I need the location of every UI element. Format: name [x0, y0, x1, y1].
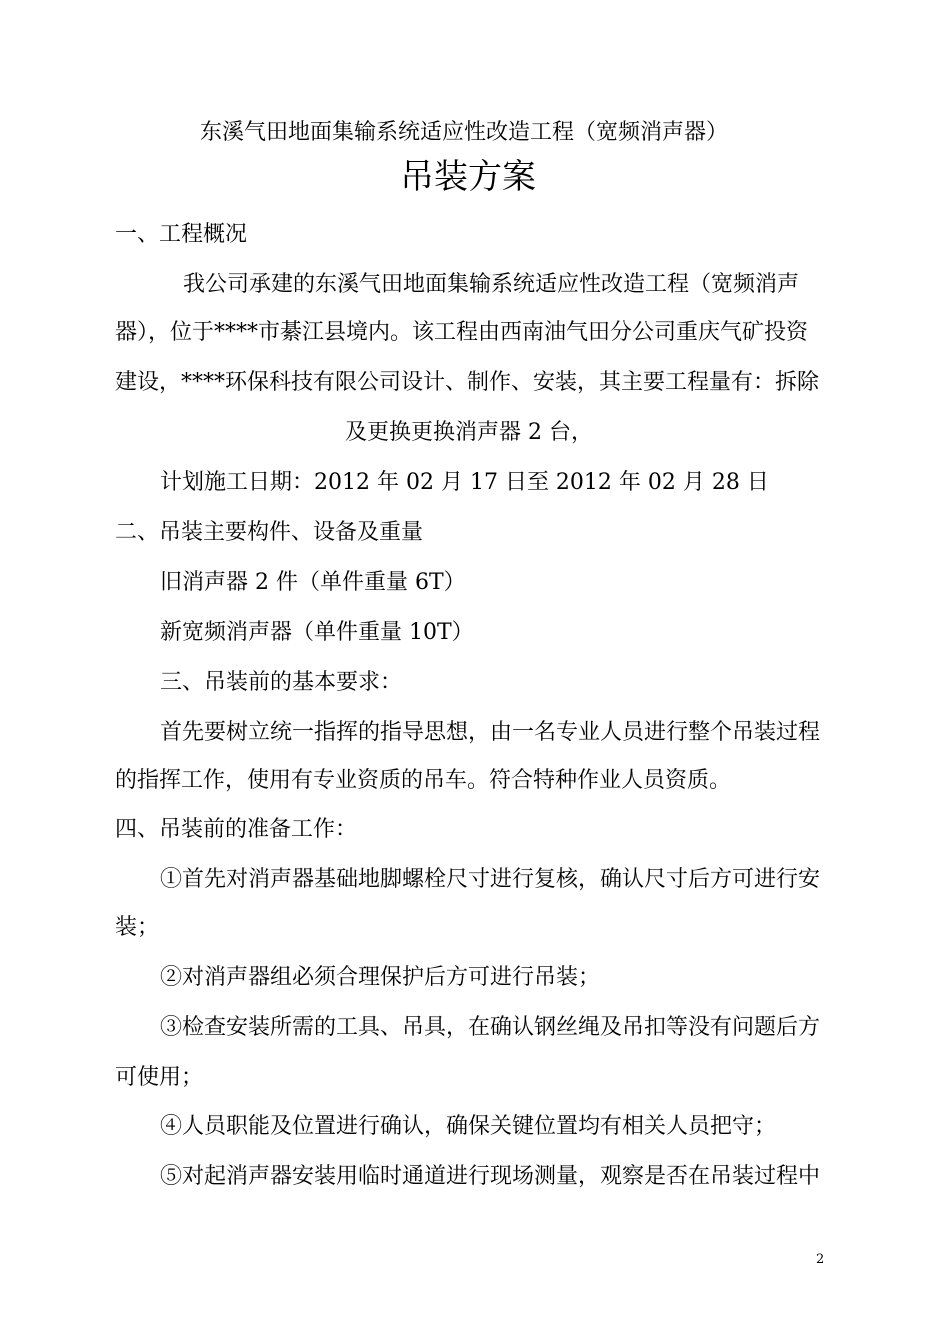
paragraph-line: 首先要树立统一指挥的指导思想，由一名专业人员进行整个吊装过程: [160, 720, 821, 745]
list-item: ③检查安装所需的工具、吊具，在确认钢丝绳及吊扣等没有问题后方: [160, 1015, 821, 1040]
list-item: 新宽频消声器（单件重量 10T）: [160, 620, 474, 645]
page-number: 2: [816, 1252, 825, 1267]
paragraph-line: 我公司承建的东溪气田地面集输系统适应性改造工程（宽频消声: [183, 272, 800, 297]
list-item: ①首先对消声器基础地脚螺栓尺寸进行复核，确认尺寸后方可进行安: [160, 867, 821, 892]
list-item: 旧消声器 2 件（单件重量 6T）: [160, 570, 466, 595]
paragraph-line: 及更换更换消声器 2 台，: [345, 420, 593, 445]
paragraph-line: 建设，****环保科技有限公司设计、制作、安装，其主要工程量有：拆除: [115, 370, 820, 395]
document-title: 吊装方案: [400, 157, 536, 197]
list-item-continuation: 可使用；: [115, 1065, 204, 1090]
list-item: ⑤对起消声器安装用临时通道进行现场测量，观察是否在吊装过程中: [160, 1164, 821, 1189]
section-heading: 二、吊装主要构件、设备及重量: [115, 520, 424, 545]
section-heading: 一、工程概况: [115, 222, 248, 247]
paragraph-line: 器），位于****市綦江县境内。该工程由西南油气田分公司重庆气矿投资: [115, 320, 809, 345]
list-item: ④人员职能及位置进行确认，确保关键位置均有相关人员把守；: [160, 1114, 777, 1139]
list-item-continuation: 装；: [115, 915, 160, 940]
list-item: ②对消声器组必须合理保护后方可进行吊装；: [160, 965, 601, 990]
section-heading: 三、吊装前的基本要求：: [160, 670, 403, 695]
document-subtitle: 东溪气田地面集输系统适应性改造工程（宽频消声器）: [200, 120, 729, 145]
schedule-line: 计划施工日期：2012 年 02 月 17 日至 2012 年 02 月 28 日: [160, 470, 769, 495]
section-heading: 四、吊装前的准备工作：: [115, 817, 358, 842]
paragraph-line: 的指挥工作，使用有专业资质的吊车。符合特种作业人员资质。: [115, 768, 732, 793]
